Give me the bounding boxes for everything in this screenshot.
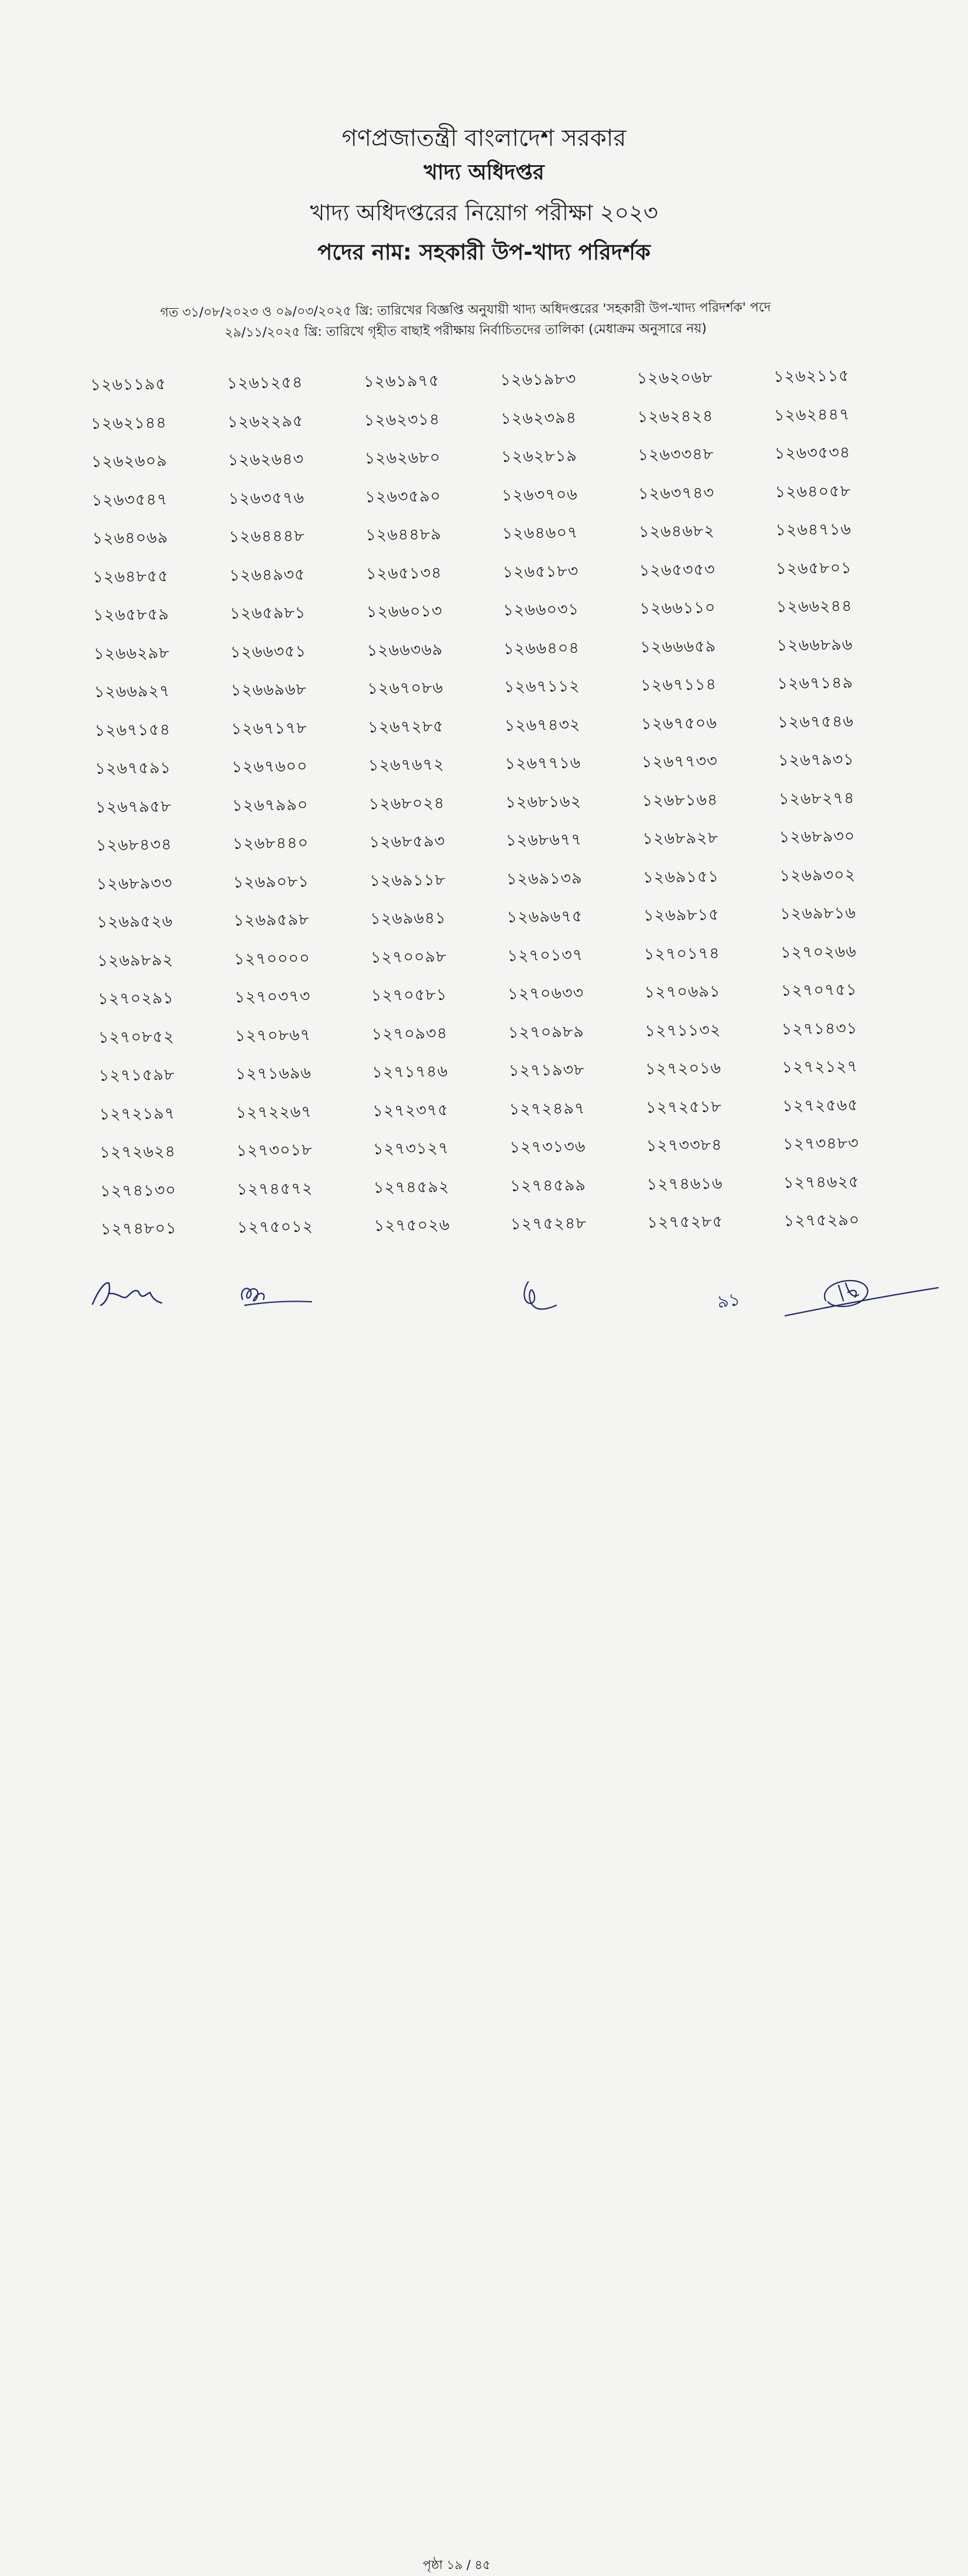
roll-number-cell: ১২৬৪৭১৬ xyxy=(775,520,852,540)
roll-number-cell: ১২৬৮১৬৪ xyxy=(642,790,719,810)
roll-number-cell: ১২৬২০৬৮ xyxy=(637,368,713,388)
roll-number-cell: ১২৬৬৩৫১ xyxy=(230,642,307,661)
roll-number-cell: ১২৬৯৬৭৫ xyxy=(507,907,583,927)
roll-number-cell: ১২৭১৭৪৬ xyxy=(372,1062,449,1082)
roll-number-cell: ১২৬২৬৪৩ xyxy=(228,450,305,469)
roll-number-cell: ১২৬৮১৬২ xyxy=(505,792,582,811)
roll-number-cell: ১২৬৭৬০০ xyxy=(231,757,308,776)
roll-number-cell: ১২৭৩১৩৬ xyxy=(509,1137,586,1157)
roll-number-cell: ১২৬৮৯৩০ xyxy=(779,827,856,847)
roll-number-cell: ১২৬৯৮১৬ xyxy=(779,903,857,923)
roll-number-cell: ১২৭২৫১৮ xyxy=(645,1097,722,1117)
roll-number-cell: ১২৬৪৮৫৫ xyxy=(93,567,169,586)
roll-number-cell: ১২৭২১৯৭ xyxy=(99,1104,176,1124)
roll-number-cell: ১২৭০৬৩৩ xyxy=(507,984,584,1004)
roll-number-cell: ১২৬৩৫৩৪ xyxy=(774,443,851,463)
roll-number-cell: ১২৬১১৯৫ xyxy=(90,375,167,394)
roll-number-cell: ১২৭৩০১৮ xyxy=(236,1141,313,1160)
roll-number-cell: ১২৬৮৫৯৩ xyxy=(369,832,446,852)
roll-number-cell: ১২৬৩৫৯০ xyxy=(365,487,442,506)
roll-number-cell: ১২৬২৬০৯ xyxy=(91,452,168,471)
roll-number-cell: ১২৬৭৯৩১ xyxy=(778,750,854,770)
roll-number-cell: ১২৭০৭৫১ xyxy=(781,980,857,1000)
roll-number-cell: ১২৬৮২৭৪ xyxy=(778,789,855,808)
roll-number-cell: ১২৬৩৫৭৬ xyxy=(228,488,305,508)
roll-number-cell: ১২৭০৬৯১ xyxy=(644,982,721,1002)
roll-number-cell: ১২৭২৩৭৫ xyxy=(372,1100,449,1120)
signature-3 xyxy=(515,1276,562,1320)
roll-number-cell: ১২৬৯১৫১ xyxy=(642,867,719,886)
roll-number-cell: ১২৬৯৫৯৮ xyxy=(233,910,310,930)
roll-number-cell: ১২৬৫১৩৪ xyxy=(365,564,442,583)
roll-number-cell: ১২৭২২৬৭ xyxy=(235,1102,312,1122)
roll-number-cell: ১২৬১২৫৪ xyxy=(227,373,303,393)
roll-number-cell: ১২৭১৯৩৮ xyxy=(508,1060,585,1080)
roll-number-cell: ১২৬৯১৩৯ xyxy=(506,869,583,888)
roll-number-cell: ১২৬৪৪৪৮ xyxy=(228,527,305,546)
roll-number-cell: ১২৬২১১৫ xyxy=(773,366,850,386)
roll-number-cell: ১২৬৭১১২ xyxy=(504,677,580,697)
roll-number-cell: ১২৬৮৬৭৭ xyxy=(505,830,582,850)
roll-number-cell: ১২৭০২৬৬ xyxy=(780,942,857,961)
roll-number-cell: ১২৭৫২৯০ xyxy=(784,1210,860,1230)
roll-number-cell: ১২৬৫৮৫৯ xyxy=(93,605,170,625)
roll-number-cell: ১২৬৬৩৬৯ xyxy=(367,640,443,660)
notice-text xyxy=(88,296,844,344)
signature-1 xyxy=(88,1276,170,1311)
roll-number-cell: ১২৬২৬৮০ xyxy=(364,448,441,468)
roll-number-cell: ১২৬৭১৪৯ xyxy=(777,673,854,693)
roll-number-cell: ১২৬৩৭৪৩ xyxy=(638,483,715,503)
roll-number-cell: ১২৭৪৫৯৯ xyxy=(509,1176,587,1195)
roll-number-cell: ১২৬৬৪০৪ xyxy=(503,639,580,658)
roll-number-cell: ১২৬৭১৭৮ xyxy=(231,718,307,738)
initial-mark: ৯১ xyxy=(716,1289,742,1313)
document-header xyxy=(0,120,968,270)
roll-number-cell: ১২৭৩১২৭ xyxy=(372,1139,450,1159)
roll-number-cell: ১২৬৬০১৩ xyxy=(366,602,443,622)
roll-number-cell: ১২৬৪০৫৮ xyxy=(775,482,851,501)
roll-number-cell: ১২৬৪৪৮৯ xyxy=(365,525,442,545)
roll-number-cell: ১২৭২০১৬ xyxy=(645,1059,722,1079)
roll-number-cell: ১২৭০১৩৭ xyxy=(507,946,584,965)
roll-number-cell: ১২৭৫২৮৫ xyxy=(647,1212,724,1232)
roll-number-cell: ১২৭১৫৯৮ xyxy=(98,1066,175,1085)
roll-number-cell: ১২৬২২৯৫ xyxy=(227,411,304,431)
roll-number-cell: ১২৬৪০৬৯ xyxy=(92,528,169,548)
roll-number-cell: ১২৭৪৮০১ xyxy=(100,1219,177,1238)
roll-number-cell: ১২৭০৯৮৯ xyxy=(508,1022,584,1042)
roll-number-cell: ১২৭২৫৬৫ xyxy=(782,1096,859,1115)
roll-number-cell: ১২৭৪৫৭২ xyxy=(237,1179,313,1199)
roll-number-cell: ১২৭৪৬১৬ xyxy=(647,1174,723,1193)
roll-number-cell: ১২৬৯০৮১ xyxy=(232,872,310,892)
roll-number-cell: ১২৭৩৪৮৩ xyxy=(782,1134,859,1154)
roll-number-cell: ১২৭৫২৪৮ xyxy=(510,1214,587,1234)
roll-number-cell: ১২৭০৮৫২ xyxy=(98,1027,175,1047)
roll-number-cell: ১২৬৯৮১৫ xyxy=(643,905,720,925)
roll-number-cell: ১২৬২৩১৪ xyxy=(364,410,440,429)
roll-number-cell: ১২৭০২৯১ xyxy=(98,989,175,1008)
department-title: খাদ্য অধিদপ্তর xyxy=(423,161,545,185)
roll-number-cell: ১২৬৬৯৬৮ xyxy=(230,680,307,700)
roll-number-cell: ১২৭০১৭৪ xyxy=(644,944,720,963)
roll-number-cell: ১২৬৮৪৪০ xyxy=(232,834,309,853)
roll-number-cell: ১২৭০৮৬৭ xyxy=(235,1025,312,1045)
roll-number-cell: ১২৬৯৩০২ xyxy=(779,865,856,885)
roll-number-cell: ১২৬৮৯৩৩ xyxy=(96,874,173,893)
roll-number-cell: ১২৬৮৯২৮ xyxy=(642,828,719,848)
roll-number-cell: ১২৬৭৯৯০ xyxy=(232,795,309,815)
roll-number-cell: ১২৬৫৩৫৩ xyxy=(639,560,716,579)
roll-number-cell: ১২৬৬৬৫৯ xyxy=(640,637,717,656)
roll-number-cell: ১২৬১৯৭৫ xyxy=(363,371,440,391)
government-title: গণপ্রজাতন্ত্রী বাংলাদেশ সরকার xyxy=(341,125,627,152)
roll-number-cell: ১২৬৫১৮৩ xyxy=(502,562,579,581)
roll-number-cell: ১২৬৫৮০১ xyxy=(775,558,852,578)
roll-number-cell: ১২৬৬২৪৪ xyxy=(776,596,853,616)
roll-number-cell: ১২৬৬২৯৮ xyxy=(93,643,170,663)
roll-number-cell: ১২৬৭২৮৫ xyxy=(368,716,444,736)
roll-number-cell: ১২৬২১৪৪ xyxy=(91,413,167,433)
roll-number-cell: ১২৬৭১৫৪ xyxy=(94,720,171,740)
roll-number-cell: ১২৬৮০২৪ xyxy=(368,793,445,813)
roll-number-cell: ১২৬৭৭৩৩ xyxy=(641,752,718,772)
roll-number-cell: ১২৬৭৬৭২ xyxy=(368,755,445,775)
roll-number-cell: ১২৬৯৫২৬ xyxy=(97,912,173,932)
notice-line-2: ২৯/১১/২০২৫ খ্রি: তারিখে গৃহীত বাছাই পরীক্ষায় নির্বাচিতদের তালিকা (মেধাক্রম অনুসারে নয়) xyxy=(224,321,707,340)
roll-number-cell: ১২৬৬৮৯৬ xyxy=(777,635,853,655)
roll-number-cell: ১২৬৭৫০৬ xyxy=(641,714,717,733)
roll-number-cell: ১২৭২১২৭ xyxy=(782,1057,858,1077)
exam-title: খাদ্য অধিদপ্তরের নিয়োগ পরীক্ষা ২০২৩ xyxy=(310,200,658,226)
signature-footer xyxy=(0,1271,968,2572)
post-title: পদের নাম: সহকারী উপ-খাদ্য পরিদর্শক xyxy=(317,240,651,265)
roll-number-cell: ১২৭৫০২৬ xyxy=(374,1216,450,1236)
roll-number-cell: ১২৬৪৬০৭ xyxy=(502,523,579,543)
roll-number-cell: ১২৬২৪৪৭ xyxy=(774,405,850,425)
roll-number-cell: ১২৬৪৬৮২ xyxy=(638,521,715,541)
notice-line-1: গত ৩১/০৮/২০২৩ ও ০৯/০৩/২০২৫ খ্রি: তারিখের বিজ্ঞপ্তি অনুযায়ী খাদ্য অধিদপ্তরের 'সহকারী উপ-খাদ্য পরিদর্শক' পদে xyxy=(160,300,771,320)
roll-number-cell: ১২৭০০৯৮ xyxy=(370,947,447,967)
roll-number-cell: ১২৭০০০০ xyxy=(234,948,310,968)
signature-2 xyxy=(233,1276,315,1314)
roll-number-cell: ১২৬৫৯৮১ xyxy=(230,603,306,623)
roll-number-cell: ১২৬৭৫৯১ xyxy=(95,759,172,778)
signature-4 xyxy=(785,1271,940,1324)
roll-number-cell: ১২৭১৬৯৬ xyxy=(235,1064,312,1083)
roll-number-cell: ১২৭০৫৮১ xyxy=(371,985,447,1005)
roll-number-cell: ১২৭৫০১২ xyxy=(237,1217,314,1237)
roll-number-cell: ১২৬৩৫৪৭ xyxy=(91,490,168,510)
roll-number-cell: ১২৬৩৭০৬ xyxy=(501,485,578,504)
roll-number-cell: ১২৬৭১১৪ xyxy=(640,675,717,695)
roll-number-cell: ১২৭০৩৭৩ xyxy=(234,987,311,1006)
roll-number-cell: ১২৬৯৮৯২ xyxy=(97,950,174,970)
roll-number-cell: ১২৭১১৩২ xyxy=(645,1021,721,1040)
roll-number-cell: ১২৭৪৫৯২ xyxy=(373,1177,450,1197)
roll-number-cell: ১২৬৯৬৪১ xyxy=(370,909,447,929)
roll-number-cell: ১২৬৬৯২৭ xyxy=(94,682,170,701)
roll-number-cell: ১২৬৭৭১৬ xyxy=(505,753,582,773)
roll-number-cell: ১২৬৭৪৩২ xyxy=(504,715,581,735)
roll-number-cell: ১২৬৬১১০ xyxy=(639,598,716,618)
roll-number-cell: ১২৬৬০৩১ xyxy=(502,600,580,620)
roll-number-cell: ১২৭২৬২৪ xyxy=(100,1142,176,1162)
roll-number-cell: ১২৭০৯৩৪ xyxy=(371,1023,448,1043)
roll-number-cell: ১২৬৭৯৫৮ xyxy=(95,797,172,817)
roll-number-cell: ১২৬৩৩৪৮ xyxy=(638,445,714,465)
roll-number-cell: ১২৭১৪৩১ xyxy=(781,1019,858,1038)
roll-number-cell: ১২৭২৪৯৭ xyxy=(509,1099,586,1118)
roll-number-grid xyxy=(82,356,912,1248)
roll-number-cell: ১২৬৯১১৮ xyxy=(370,870,446,890)
page-number: পৃষ্ঠা ১৯ / ৪৫ xyxy=(423,2558,491,2572)
roll-number-cell: ১২৬২৪২৪ xyxy=(637,407,714,426)
roll-number-cell: ১২৬৮৪৩৪ xyxy=(95,835,172,855)
roll-number-cell: ১২৭৩৩৮৪ xyxy=(646,1135,723,1155)
roll-number-cell: ১২৬১৯৮৩ xyxy=(500,370,577,390)
roll-number-cell: ১২৬৪৯৩৫ xyxy=(229,565,306,585)
roll-number-cell: ১২৭৪১৩০ xyxy=(100,1180,177,1200)
roll-number-cell: ১২৬৭৫৪৬ xyxy=(777,712,854,732)
roll-number-cell: ১২৭৪৬২৫ xyxy=(783,1172,860,1192)
roll-number-cell: ১২৬৭০৮৬ xyxy=(367,678,444,698)
roll-number-cell: ১২৬২৩৯৪ xyxy=(500,408,577,428)
roll-number-cell: ১২৬২৮১৯ xyxy=(501,446,577,466)
